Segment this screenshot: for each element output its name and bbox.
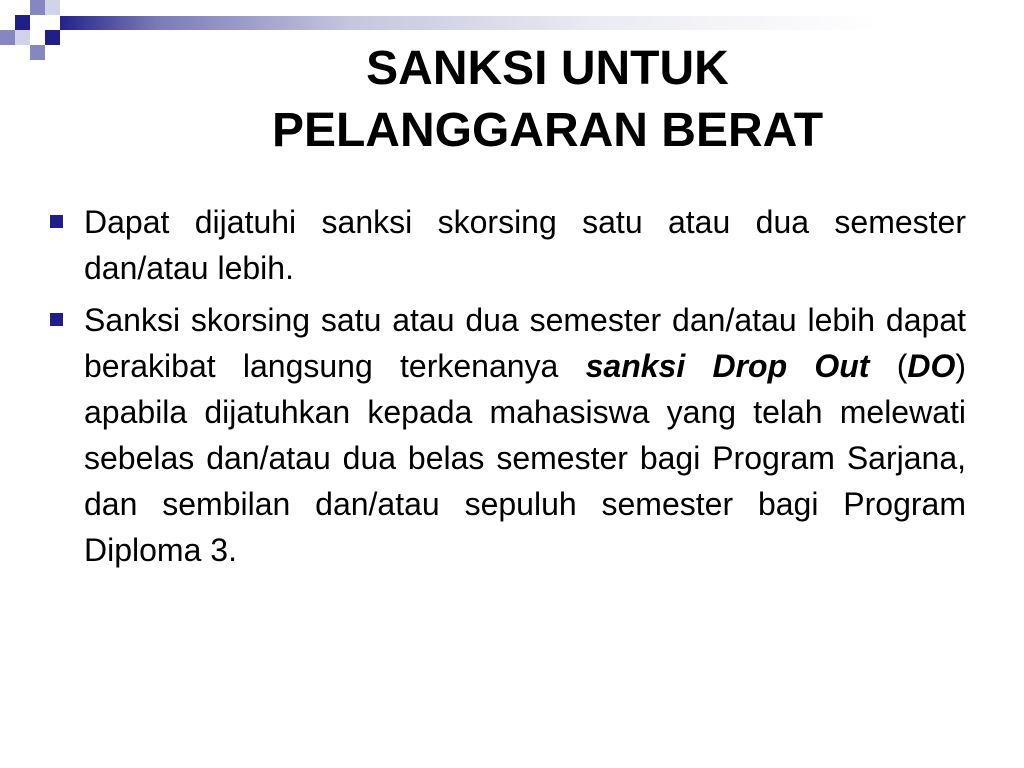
square-bullet-icon — [50, 215, 63, 228]
square-bullet-icon — [50, 313, 63, 326]
bullet-text: Dapat dijatuhi sanksi skorsing satu atau dua semester dan/atau lebih. — [84, 204, 966, 286]
bullet-text-part: Sanksi skorsing satu atau dua semester dan/atau lebih dapat berakibat langsung terkenanya — [84, 302, 966, 384]
bullet-item — [44, 199, 966, 291]
bullet-item — [44, 297, 966, 573]
emphasis-drop-out: sanksi Drop Out — [585, 348, 870, 384]
gradient-band — [60, 16, 1024, 30]
slide-title — [110, 38, 985, 162]
paren-open: ( — [896, 348, 908, 384]
checker-square-icon — [0, 30, 15, 45]
checker-square-icon — [45, 0, 60, 15]
emphasis-do: DO — [907, 348, 956, 384]
slide-title-line-2: PELANGGARAN BERAT — [271, 104, 824, 157]
checker-square-icon — [45, 30, 60, 45]
checker-square-icon — [15, 15, 30, 30]
slide-title-line-1: SANKSI UNTUK — [366, 42, 729, 95]
bullet-list — [44, 199, 966, 579]
bullet-text — [84, 297, 966, 573]
checker-square-icon — [30, 45, 45, 60]
checker-square-icon — [15, 30, 30, 45]
bullet-text-part: ) apabila dijatuhkan kepada mahasiswa yang telah melewati sebelas dan/atau dua belas semester bagi Program Sarjana, dan sembilan dan/atau sepuluh semester bagi Program Diploma 3. — [84, 348, 967, 568]
checker-square-icon — [30, 0, 45, 15]
